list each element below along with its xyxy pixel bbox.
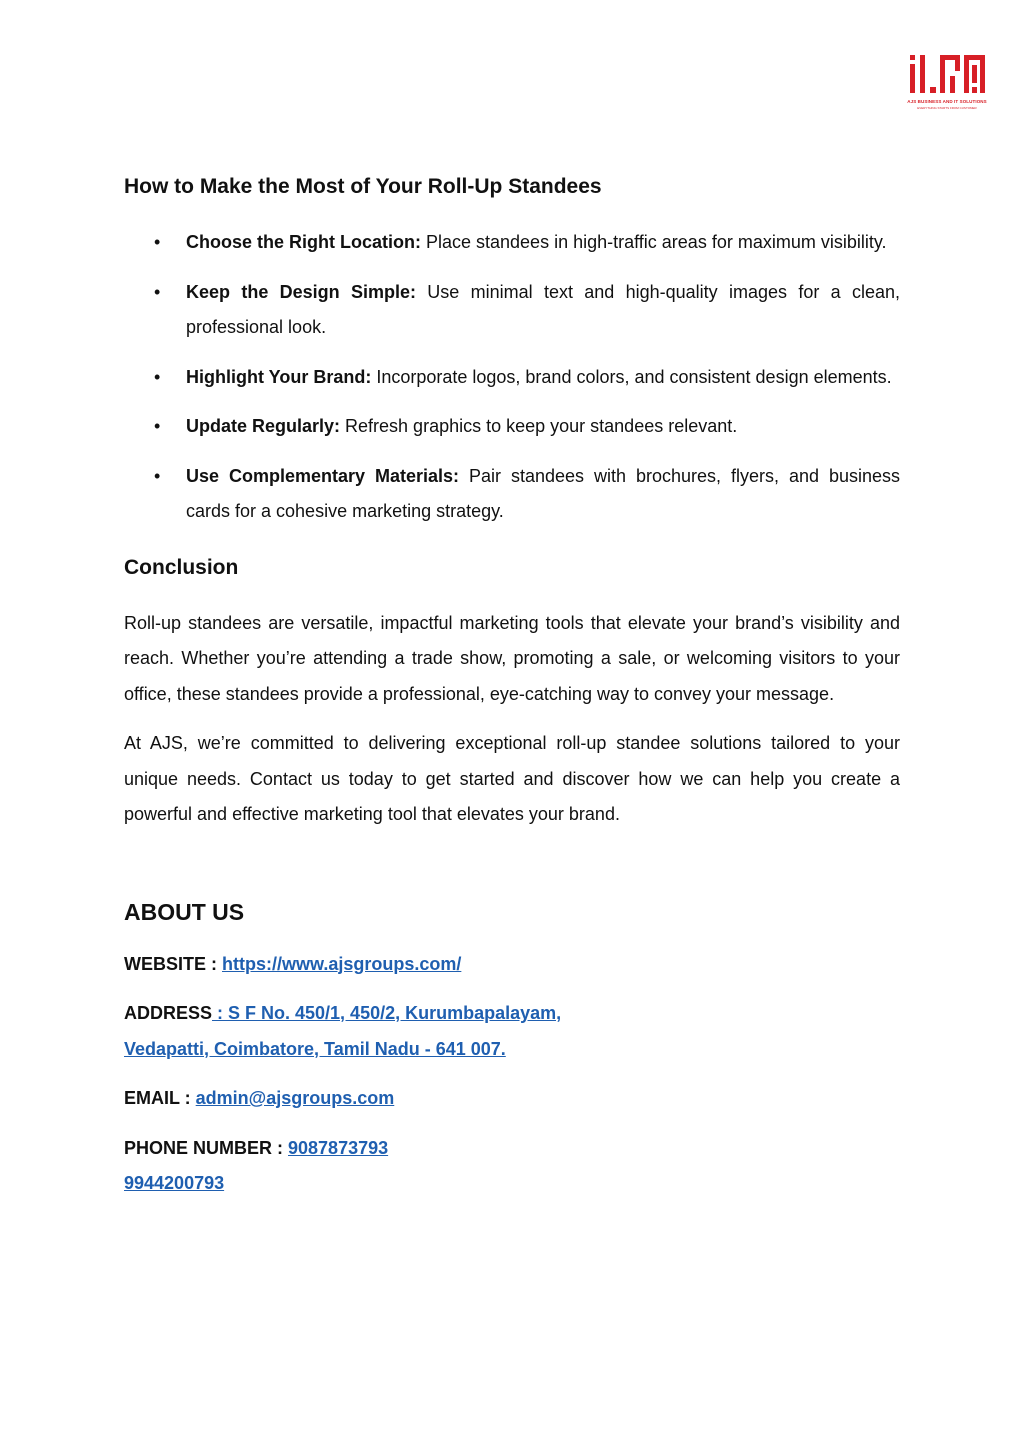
tips-heading: How to Make the Most of Your Roll-Up Standees	[124, 175, 602, 198]
website-link[interactable]: https://www.ajsgroups.com/	[222, 953, 462, 974]
email-label: EMAIL :	[124, 1088, 196, 1108]
about-heading: ABOUT US	[124, 898, 245, 925]
website-label: WEBSITE :	[124, 953, 222, 974]
tip-term: Keep the Design Simple:	[186, 281, 416, 302]
list-item	[124, 459, 900, 530]
tip-term: Update Regularly:	[186, 416, 341, 436]
document-body	[124, 170, 900, 1216]
logo-tagline: EVERYTHING STARTS FROM CUSTOMER	[917, 106, 977, 110]
conclusion-heading: Conclusion	[124, 555, 239, 579]
list-item	[124, 225, 900, 261]
tip-term: Choose the Right Location:	[186, 232, 421, 252]
email-link[interactable]: admin@ajsgroups.com	[195, 1088, 395, 1108]
logo-caption: AJS BUSINESS AND IT SOLUTIONS	[907, 99, 987, 104]
address-label: ADDRESS	[124, 1003, 213, 1023]
tip-text: Place standees in high-traffic areas for maximum visibility.	[420, 232, 887, 252]
list-item	[124, 409, 900, 445]
ajs-logo-mark-icon	[906, 52, 988, 96]
address-link-line1[interactable]: : S F No. 450/1, 450/2, Kurumbapalayam,	[212, 1003, 562, 1023]
website-row	[124, 947, 900, 983]
conclusion-paragraph: Roll-up standees are versatile, impactful marketing tools that elevate your brand’s visibility and reach. Whether you’re attending a trade show, promoting a sale, or welcoming visitors to your office, these standees provide a professional, eye-catching way to convey your message.	[124, 612, 900, 704]
tip-text: Use minimal text and high-quality images for a clean, professional look.	[186, 281, 900, 337]
tip-text: Refresh graphics to keep your standees relevant.	[340, 416, 738, 436]
address-link-line2[interactable]: Vedapatti, Coimbatore, Tamil Nadu - 641 007.	[124, 1038, 506, 1059]
phone-link-2[interactable]: 9944200793	[124, 1173, 225, 1193]
company-logo	[906, 52, 988, 112]
tip-term: Use Complementary Materials:	[186, 465, 460, 486]
list-item	[124, 360, 900, 396]
phone-row	[124, 1131, 900, 1202]
phone-label: PHONE NUMBER :	[124, 1137, 289, 1158]
address-row	[124, 996, 900, 1067]
tip-text: Pair standees with brochures, flyers, and business cards for a cohesive marketing strategy.	[186, 465, 900, 521]
phone-link-1[interactable]: 9087873793	[288, 1137, 389, 1158]
conclusion-paragraph: At AJS, we’re committed to delivering exceptional roll-up standee solutions tailored to your unique needs. Contact us today to get started and discover how we can help you create a powerful and effective marketing tool that elevates your brand.	[124, 733, 900, 824]
tip-term: Highlight Your Brand:	[186, 366, 372, 387]
tip-text: Incorporate logos, brand colors, and consistent design elements.	[371, 366, 892, 387]
email-row	[124, 1081, 900, 1117]
tips-list	[124, 225, 900, 530]
list-item	[124, 275, 900, 346]
